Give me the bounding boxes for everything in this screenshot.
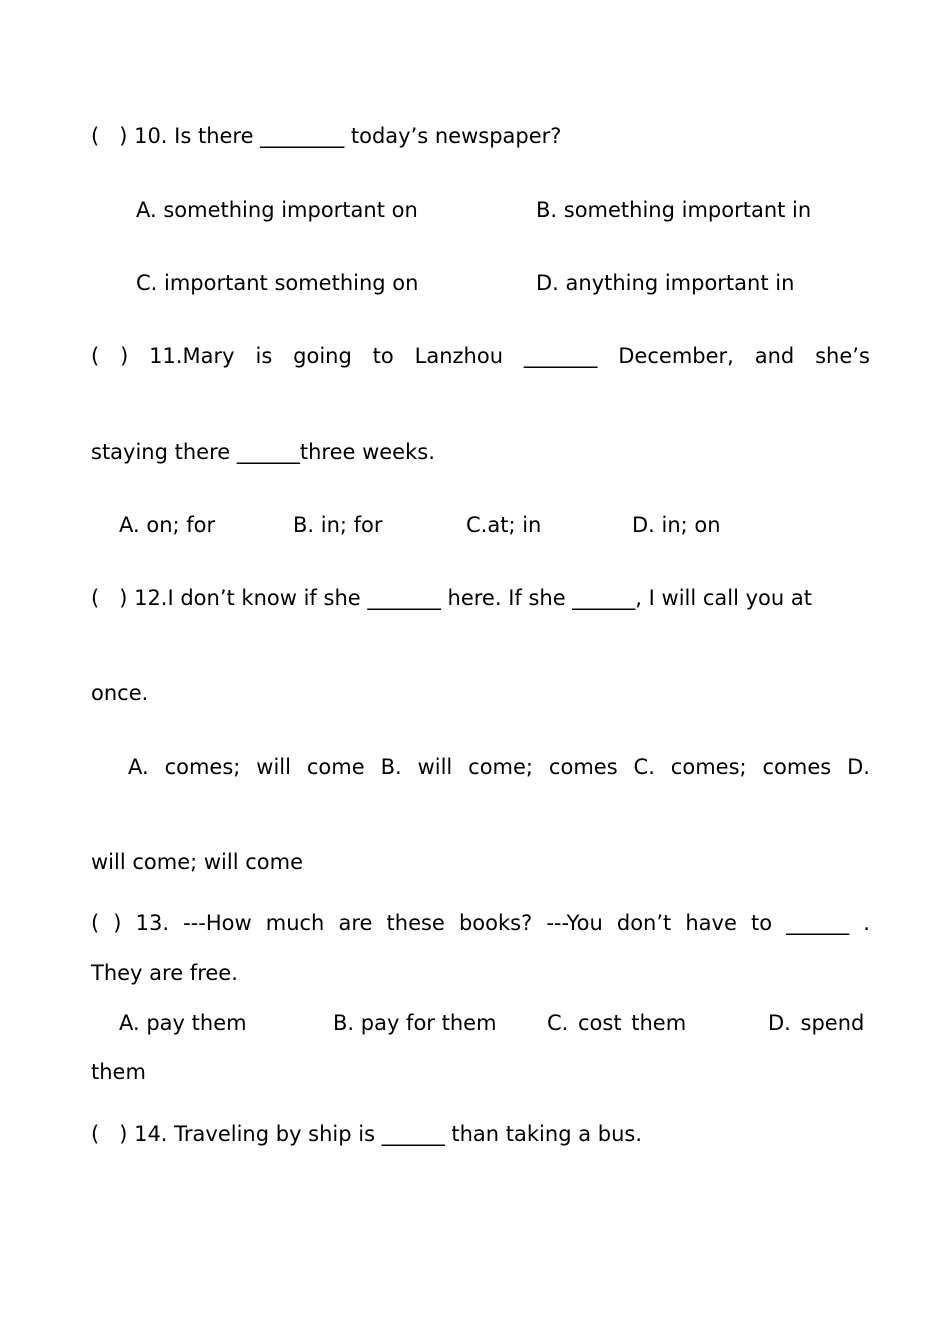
stem-word: December, [618,344,734,368]
stem-word: ---You [546,911,603,935]
stem-word: Lanzhou [414,344,504,368]
stem-word: ) [113,911,122,935]
stem-word: ) [120,344,129,368]
question-13-option-d: D. spend [768,1011,865,1035]
option-word: comes [762,755,832,779]
option-word: come [306,755,365,779]
option-word: C. [633,755,655,779]
option-word: comes; [164,755,241,779]
stem-word: much [265,911,325,935]
stem-word: are [338,911,373,935]
question-13-options-continued: them [91,1060,146,1084]
question-10-stem: ( ) 10. Is there ________ today’s newspaper? [91,124,562,148]
stem-word: have [685,911,737,935]
question-12-options-continued: will come; will come [91,850,303,874]
question-10-option-d: D. anything important in [536,271,795,295]
question-11-option-d: D. in; on [632,513,721,537]
option-word: comes; [670,755,747,779]
stem-word: going [293,344,352,368]
stem-word: is [255,344,273,368]
question-14-stem: ( ) 14. Traveling by ship is ______ than taking a bus. [91,1122,642,1146]
option-word: D. [847,755,870,779]
question-10-option-a: A. something important on [136,198,418,222]
option-word: B. [380,755,402,779]
question-11-option-b: B. in; for [293,513,383,537]
stem-word: she’s [815,344,870,368]
question-10-option-c: C. important something on [136,271,419,295]
question-13-stem-continued: They are free. [91,961,238,985]
stem-word: . [863,911,870,935]
option-word: will [256,755,291,779]
stem-word: _______ [523,344,598,368]
question-12-options [128,757,870,778]
option-word: comes [548,755,618,779]
stem-word: don’t [616,911,672,935]
question-11-option-a: A. on; for [119,513,216,537]
stem-word: ______ [786,911,850,935]
question-13-option-b: B. pay for them [333,1011,497,1035]
question-10-option-b: B. something important in [536,198,812,222]
option-word: A. [128,755,149,779]
stem-word: to [372,344,394,368]
stem-word: ---How [183,911,252,935]
question-12-stem-continued: once. [91,681,149,705]
question-12-stem: ( ) 12.I don’t know if she _______ here. If she ______, I will call you at [91,586,812,610]
question-11-option-c: C.at; in [466,513,542,537]
stem-word: to [750,911,773,935]
stem-word: books? [458,911,533,935]
question-11-stem [91,346,870,367]
stem-word: ( [91,911,100,935]
stem-word: and [754,344,795,368]
stem-word: 13. [135,911,169,935]
question-13-option-c: C. cost them [547,1011,687,1035]
question-13-stem [91,913,870,934]
question-11-stem-continued: staying there ______three weeks. [91,440,435,464]
option-word: come; [468,755,534,779]
stem-word: these [386,911,445,935]
stem-word: ( [91,344,100,368]
question-13-option-a: A. pay them [119,1011,247,1035]
option-word: will [417,755,453,779]
stem-word: 11.Mary [149,344,235,368]
